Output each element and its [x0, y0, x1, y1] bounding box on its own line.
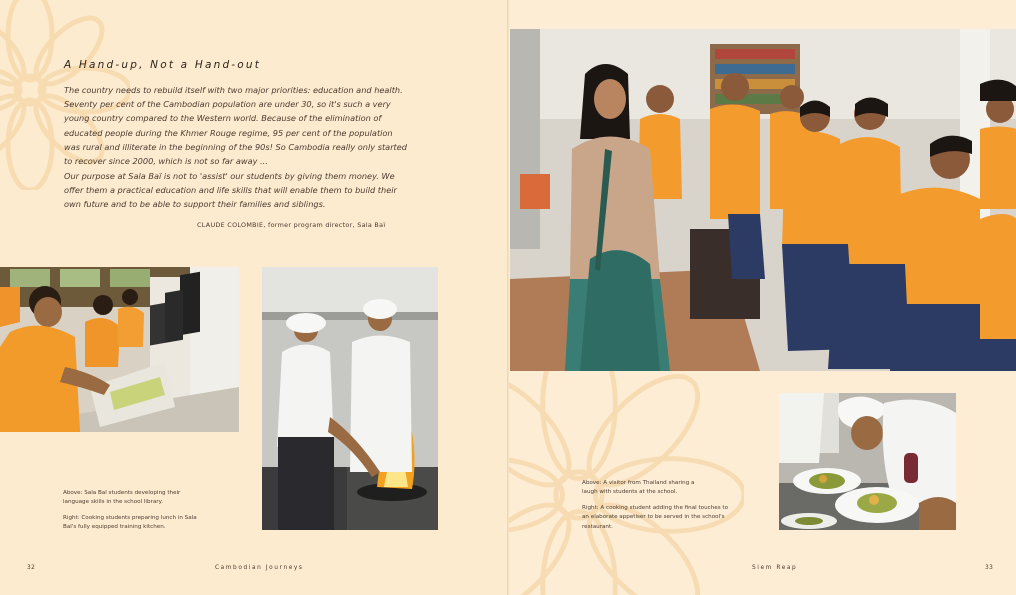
page-number-left: 32 — [27, 565, 36, 571]
page-number-right: 33 — [985, 565, 994, 571]
right-caption-above: Above: A visitor from Thailand sharing a laugh with students at the school. — [582, 480, 695, 496]
visitor-photo — [510, 29, 1016, 371]
right-caption-right: Right: A cooking student adding the final touches to an elaborate appetiser to be served in the school's restaurant. — [582, 505, 729, 530]
article-paragraph-1: The country needs to rebuild itself with two major priorities: education and health. Seventy per cent of the Cambodian population are under 30, so it's such a very young country compared to the Western world. Because of the elimination of educated people during the Khmer Rouge regime, 95 per cent of the population was rural and illiterate in the beginning of the 90s! So Cambodia really only started to recover since 2000, which is not so far away ... — [64, 85, 407, 167]
running-title-right: Siem Reap — [752, 565, 798, 571]
left-caption-above: Above: Sala Baï students developing their language skills in the school library. — [63, 490, 181, 506]
right-page — [509, 0, 1016, 595]
quote-attribution: CLAUDE COLOMBIE, former program director, Sala Baï — [197, 221, 386, 229]
kitchen-photo — [262, 267, 438, 530]
running-title-left: Cambodian Journeys — [215, 565, 304, 571]
article-title: A Hand-up, Not a Hand-out — [64, 59, 262, 71]
library-photo — [0, 267, 239, 432]
left-caption-right: Right: Cooking students preparing lunch in Sala Baï's fully equipped training kitchen. — [63, 515, 197, 531]
plating-photo — [779, 393, 956, 530]
article-paragraph-2: Our purpose at Sala Baï is not to 'assist' our students by giving them money. We offer them a practical education and life skills that will enable them to build their own future and to be able to support their families and siblings. — [64, 171, 397, 210]
